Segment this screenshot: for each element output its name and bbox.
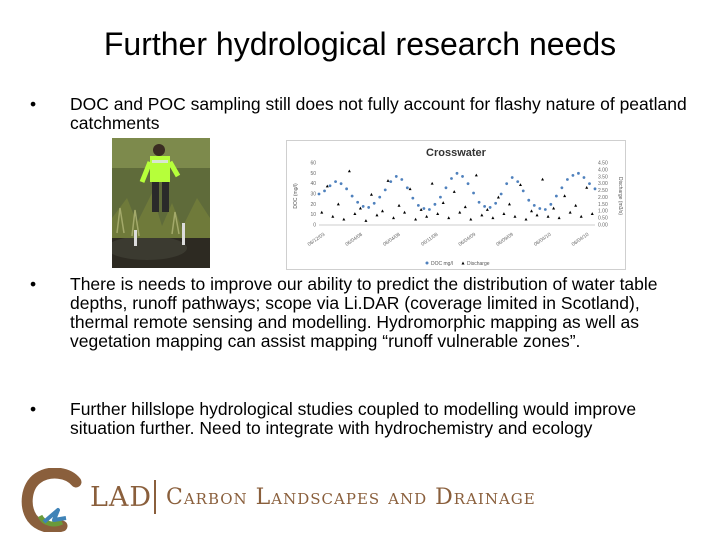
y2-tick-label: 1.00 xyxy=(598,208,608,215)
discharge-point xyxy=(326,185,329,188)
discharge-point xyxy=(342,218,345,221)
doc-point xyxy=(522,190,525,193)
doc-point xyxy=(356,201,359,204)
doc-point xyxy=(472,192,475,195)
discharge-point xyxy=(442,201,445,204)
legend-discharge-label: Discharge xyxy=(467,261,490,267)
doc-point xyxy=(417,204,420,207)
doc-point xyxy=(544,208,547,211)
discharge-point xyxy=(420,208,423,211)
discharge-point xyxy=(409,187,412,190)
bullet-text: There is needs to improve our ability to predict the distribution of water table depths, runoff pathways; scope via Li.DAR (coverage limited in Scotland), thermal remote sensing and modelling. Hydromorphic mapping as well as vegetation mapping can assist mapping “runoff vulnerable zones”. xyxy=(70,274,658,351)
doc-point xyxy=(527,199,530,202)
discharge-point xyxy=(552,207,555,210)
discharge-point xyxy=(541,178,544,181)
discharge-point xyxy=(536,214,539,217)
doc-point xyxy=(549,203,552,206)
y2-tick-label: 4.50 xyxy=(598,160,608,167)
doc-point xyxy=(340,182,343,185)
discharge-point xyxy=(348,169,351,172)
doc-point xyxy=(494,202,497,205)
discharge-point xyxy=(502,212,505,215)
discharge-point xyxy=(375,214,378,217)
doc-point xyxy=(555,195,558,198)
doc-point xyxy=(318,193,321,196)
bullet-symbol: • xyxy=(30,399,37,419)
y2-tick-label: 2.00 xyxy=(598,194,608,201)
discharge-point xyxy=(436,212,439,215)
y-tick-label: 20 xyxy=(310,201,316,208)
bullet-symbol: • xyxy=(30,274,37,294)
discharge-point xyxy=(486,208,489,211)
bullet-item xyxy=(30,95,690,133)
doc-point xyxy=(323,190,326,193)
discharge-point xyxy=(563,194,566,197)
y2-tick-label: 4.00 xyxy=(598,167,608,174)
discharge-point xyxy=(387,179,390,182)
logo-divider xyxy=(154,480,156,514)
discharge-point xyxy=(530,209,533,212)
discharge-point xyxy=(525,218,528,221)
discharge-point xyxy=(469,218,472,221)
legend-doc-marker xyxy=(426,262,429,265)
photo-image xyxy=(112,138,210,268)
doc-point xyxy=(516,180,519,183)
discharge-point xyxy=(453,190,456,193)
doc-point xyxy=(467,182,470,185)
legend-discharge-marker xyxy=(462,262,465,265)
discharge-point xyxy=(513,215,516,218)
chart-svg xyxy=(287,141,625,269)
y-tick-label: 30 xyxy=(310,191,316,198)
doc-point xyxy=(329,184,332,187)
bullet-text: Further hillslope hydrological studies coupled to modelling would improve situation further. Need to integrate with hydrochemistry and ecology xyxy=(70,399,637,438)
doc-point xyxy=(500,193,503,196)
discharge-point xyxy=(519,183,522,186)
doc-point xyxy=(560,186,563,189)
discharge-point xyxy=(447,216,450,219)
doc-point xyxy=(533,204,536,207)
clad-logo xyxy=(20,468,560,532)
y-tick-label: 60 xyxy=(310,160,316,167)
y2-tick-label: 1.50 xyxy=(598,201,608,208)
discharge-point xyxy=(591,212,594,215)
discharge-point xyxy=(320,211,323,214)
y-tick-label: 10 xyxy=(310,212,316,219)
doc-point xyxy=(395,175,398,178)
discharge-point xyxy=(458,211,461,214)
doc-point xyxy=(378,196,381,199)
x-tick-label: 06/12/03 xyxy=(306,231,327,248)
doc-point xyxy=(478,201,481,204)
doc-point xyxy=(572,174,575,177)
doc-point xyxy=(489,206,492,209)
y2-axis-label: Discharge (m3/s) xyxy=(617,176,623,216)
doc-point xyxy=(351,195,354,198)
discharge-point xyxy=(558,216,561,219)
x-tick-label: 06/04/09 xyxy=(457,231,478,248)
doc-point xyxy=(445,186,448,189)
discharge-point xyxy=(364,219,367,222)
discharge-point xyxy=(337,203,340,206)
discharge-point xyxy=(414,218,417,221)
doc-point xyxy=(400,178,403,181)
discharge-point xyxy=(585,186,588,189)
doc-point xyxy=(538,207,541,210)
discharge-point xyxy=(547,215,550,218)
discharge-point xyxy=(370,193,373,196)
doc-point xyxy=(505,182,508,185)
doc-point xyxy=(439,196,442,199)
doc-point xyxy=(362,205,365,208)
y-tick-label: 50 xyxy=(310,170,316,177)
logo-tagline: Carbon Landscapes and Drainage xyxy=(166,485,536,510)
discharge-point xyxy=(359,207,362,210)
doc-point xyxy=(583,176,586,179)
doc-point xyxy=(389,180,392,183)
discharge-point xyxy=(403,211,406,214)
discharge-point xyxy=(392,216,395,219)
discharge-point xyxy=(331,215,334,218)
logo-lad-text: LAD xyxy=(90,482,153,513)
y-tick-label: 0 xyxy=(313,222,316,229)
legend-doc-label: DOC mg/l xyxy=(431,261,453,267)
x-tick-label: 06/04/10 xyxy=(570,231,591,248)
y-axis-label: DOC (mg/l) xyxy=(293,183,299,209)
doc-point xyxy=(422,207,425,210)
crosswater-chart xyxy=(286,140,626,270)
doc-point xyxy=(566,178,569,181)
slide-title: Further hydrological research needs xyxy=(103,26,617,62)
x-tick-label: 06/09/09 xyxy=(495,231,515,248)
field-sampling-photo xyxy=(112,138,210,268)
discharge-point xyxy=(580,215,583,218)
bullet-item xyxy=(30,275,690,351)
y2-tick-label: 0.00 xyxy=(598,222,608,229)
discharge-point xyxy=(425,215,428,218)
discharge-point xyxy=(398,204,401,207)
x-tick-label: 06/04/10 xyxy=(533,231,553,248)
doc-point xyxy=(367,206,370,209)
doc-point xyxy=(461,175,464,178)
x-tick-label: 06/11/08 xyxy=(420,231,440,248)
discharge-point xyxy=(491,216,494,219)
doc-point xyxy=(456,172,459,175)
y2-tick-label: 3.50 xyxy=(598,174,608,181)
chart-title: Crosswater xyxy=(426,147,486,159)
doc-point xyxy=(483,205,486,208)
doc-point xyxy=(373,202,376,205)
discharge-point xyxy=(569,211,572,214)
discharge-point xyxy=(475,174,478,177)
doc-point xyxy=(450,177,453,180)
doc-point xyxy=(577,172,580,175)
discharge-point xyxy=(381,209,384,212)
bullet-symbol: • xyxy=(30,94,37,114)
doc-point xyxy=(411,197,414,200)
bullet-item xyxy=(30,400,690,438)
discharge-point xyxy=(353,212,356,215)
x-tick-label: 06/04/08 xyxy=(382,231,402,248)
discharge-point xyxy=(574,204,577,207)
doc-point xyxy=(594,187,597,190)
discharge-point xyxy=(508,203,511,206)
doc-point xyxy=(588,182,591,185)
bullet-text: DOC and POC sampling still does not fully account for flashy nature of peatland catchments xyxy=(70,94,687,133)
discharge-point xyxy=(431,182,434,185)
y2-tick-label: 2.50 xyxy=(598,188,608,195)
discharge-point xyxy=(464,205,467,208)
y-tick-label: 40 xyxy=(310,181,316,188)
discharge-point xyxy=(497,196,500,199)
discharge-point xyxy=(480,214,483,217)
x-tick-label: 06/04/08 xyxy=(344,231,364,248)
doc-point xyxy=(334,180,337,183)
y2-tick-label: 3.00 xyxy=(598,181,608,188)
doc-point xyxy=(428,208,431,211)
y2-tick-label: 0.50 xyxy=(598,215,608,222)
clad-c-icon xyxy=(20,468,90,532)
doc-point xyxy=(511,176,514,179)
doc-point xyxy=(345,187,348,190)
doc-point xyxy=(384,188,387,191)
doc-point xyxy=(406,186,409,189)
doc-point xyxy=(434,203,437,206)
